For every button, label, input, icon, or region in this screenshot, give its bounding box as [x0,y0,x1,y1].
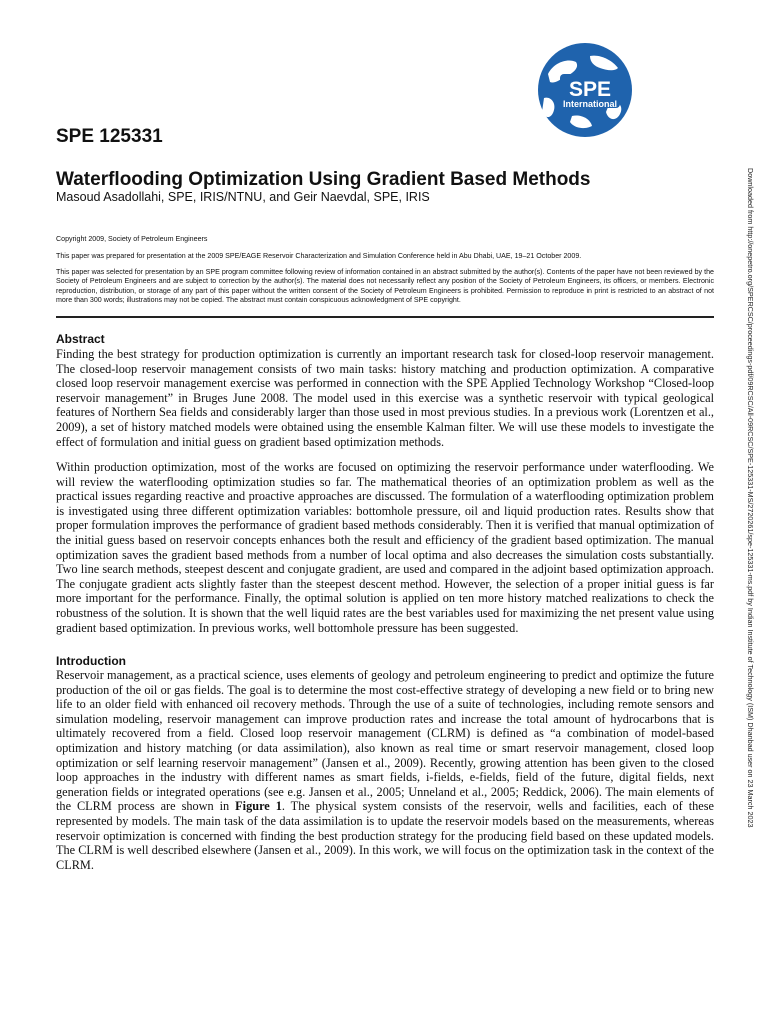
abstract-paragraph-2: Within production optimization, most of the works are focused on optimizing the reservoir performance under waterflooding. We will review the waterflooding optimization studies so far. The mathematical theories of an optimization problem as well as the practical issues regarding reactive and proactive approaches are discussed. The formulation of a waterflooding optimization problem is investigated using three different optimization variables: bottomhole pressure, oil and liquid production rates. Results show that proper formulation improves the performance of gradient based methods considerably. Then it is verified that manual optimization of the initial guess based on reservoir concepts enhances both the result and efficiency of the gradient based optimization. The manual optimization saves the gradient based methods from a number of local optima and also decreases the simulation costs substantially. Two line search methods, steepest descent and conjugate gradient, are used and compared in the adjoint based optimization approach. The conjugate gradient acts slightly faster than the steepest descent method. However, the selection of a proper initial guess is far more important for the performance. Finally, the optimal solution is applied on ten more history matched realizations to check the robustness of the solution. It is shown that the well liquid rates are the best variables used for maximizing the net present value using gradient based optimization. In previous works, well bottomhole pressure has been suggested. [56,460,714,635]
spe-logo [520,40,650,140]
figure-reference[interactable]: Figure 1 [235,799,282,814]
paper-id: SPE 125331 [56,126,163,147]
download-watermark-text: Downloaded from http://onepetro.org/SPERCSC/proceedings-pdf/09RCSC/All-09RCSC/SPE-125331-MS/2720261/spe-125331-ms.pdf by Indian Institute of Technology (ISM) Dhanbad user on 23 March 2023 [746,168,755,828]
abstract-paragraph-1: Finding the best strategy for production optimization is currently an important research task for closed-loop reservoir management. The closed-loop reservoir management consists of two main tasks: history matching and production optimization. A comparative closed loop reservoir management exercise was performed in connection with the SPE Applied Technology Workshop “Closed-loop reservoir management” in Bruges June 2008. The model used in this exercise was a synthetic reservoir with typical geological features of Northern Sea fields and considerably larger than those used in most previous studies. In a previous work (Lorentzen et al., 2009), a set of history matched models were obtained using the ensemble Kalman filter. We will use these models to investigate the effect of formulation and initial guess on gradient based optimization methods. [56,347,714,449]
spe-globe-logo-icon [520,40,650,140]
copyright-notice: Copyright 2009, Society of Petroleum Engineers [56,235,208,243]
logo-text-sub: International [562,99,618,109]
paper-authors: Masoud Asadollahi, SPE, IRIS/NTNU, and Geir Naevdal, SPE, IRIS [56,190,430,204]
introduction-heading: Introduction [56,654,126,668]
paper-title: Waterflooding Optimization Using Gradient Based Methods [56,169,591,190]
logo-text-main: SPE [568,78,612,101]
intro-text-before-figure: Reservoir management, as a practical science, uses elements of geology and petroleum engineering to predict and optimize the future production of the oil or gas fields. The goal is to determine the most cost-effective strategy of developing a new field or to bring new life to an older field with enhanced oil recovery methods. Through the use of a suite of technologies, including remote sensors and simulation modeling, reservoir management can improve production rates and increase the total amount of hydrocarbons that is ultimately recovered from a field. Closed loop reservoir management (CLRM) is defined as “a combination of model-based optimization and history matching (or data assimilation), also known as real time or smart reservoir management, closed loop optimization or self learning reservoir management” (Jansen et al., 2009). Recently, growing attention has been given to the closed loop approaches in the industry with different names as smart fields, i-fields, e-fields, field of the future, digital fields, next generation fields or integrated operations (see e.g. Jansen et al., 2005; Unneland et al., 2005; Reddick, 2006). The main elements of the CLRM process are shown in [56,668,714,814]
download-watermark [745,168,755,998]
header-divider [56,316,714,318]
abstract-heading: Abstract [56,332,105,346]
conference-notice: This paper was prepared for presentation at the 2009 SPE/EAGE Reservoir Characterization and Simulation Conference held in Abu Dhabi, UAE, 19–21 October 2009. [56,252,582,260]
selection-notice: This paper was selected for presentation by an SPE program committee following review of information contained in an abstract submitted by the author(s). Contents of the paper have not been reviewed by the Society of Petroleum Engineers and are subject to correction by the author(s). The material does not necessarily reflect any position of the Society of Petroleum Engineers, its officers, or members. Electronic reproduction, distribution, or storage of any part of this paper without the written consent of the Society of Petroleum Engineers is prohibited. Permission to reproduce in print is restricted to an abstract of not more than 300 words; illustrations may not be copied. The abstract must contain conspicuous acknowledgment of SPE copyright. [56,268,714,305]
introduction-paragraph-1 [56,668,714,874]
intro-text-after-figure: . The physical system consists of the reservoir, wells and facilities, each of these represented by models. The main task of the data assimilation is to update the reservoir models based on the measurements, whereas reservoir optimization is concerned with finding the best production strategy for the producing field based on these updated models. The CLRM is well described elsewhere (Jansen et al., 2009). In this work, we will focus on the optimization task in the context of the CLRM. [56,799,714,872]
